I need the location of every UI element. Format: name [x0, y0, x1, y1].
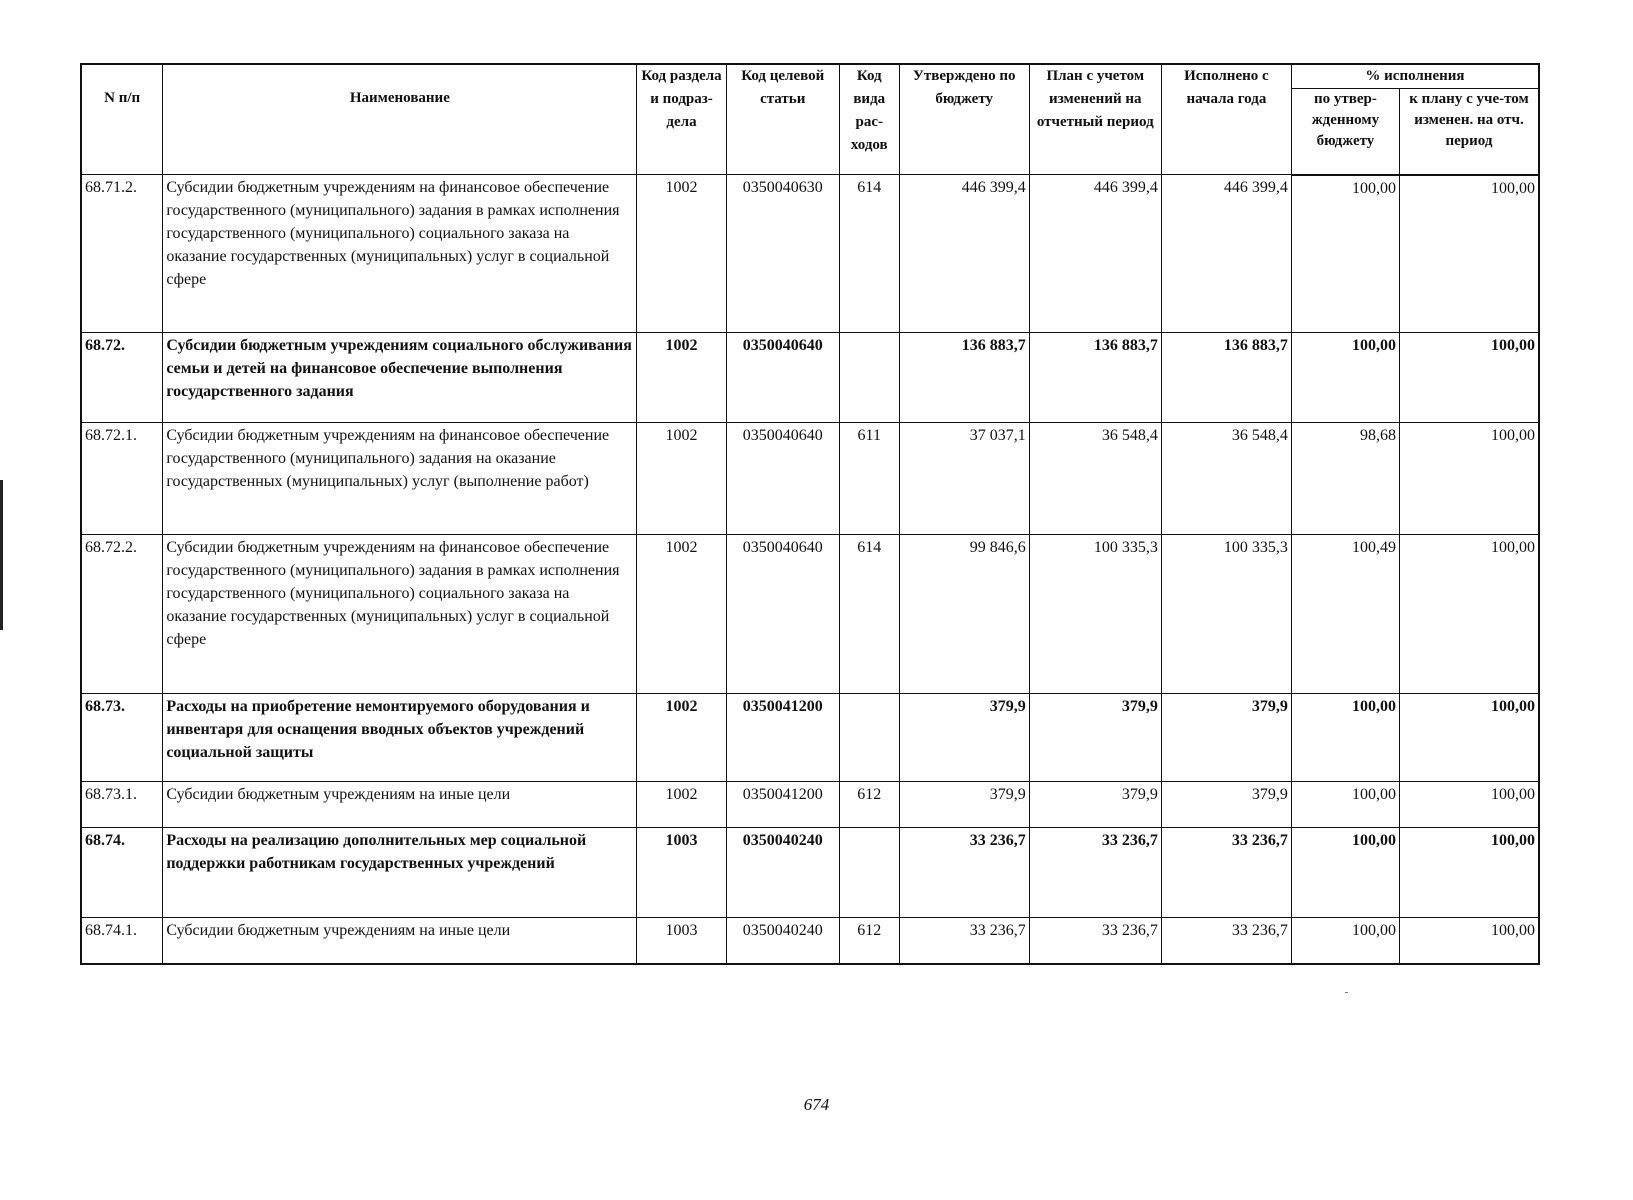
row-section-code: 1002 [637, 535, 726, 694]
row-number: 68.74.1. [81, 918, 163, 964]
header-approved: Утверждено по бюджету [899, 64, 1029, 175]
scan-edge-mark [0, 480, 3, 630]
row-expense-type [839, 828, 899, 918]
row-target-code: 0350040640 [726, 423, 839, 535]
row-plan: 36 548,4 [1029, 423, 1161, 535]
row-percent-approved: 100,00 [1291, 333, 1399, 423]
row-expense-type: 614 [839, 175, 899, 333]
row-number: 68.73.1. [81, 782, 163, 828]
row-executed: 379,9 [1161, 694, 1291, 782]
row-executed: 100 335,3 [1161, 535, 1291, 694]
row-plan: 446 399,4 [1029, 175, 1161, 333]
row-executed: 33 236,7 [1161, 828, 1291, 918]
row-plan: 379,9 [1029, 782, 1161, 828]
row-section-code: 1002 [637, 423, 726, 535]
row-target-code: 0350040240 [726, 918, 839, 964]
row-target-code: 0350040640 [726, 333, 839, 423]
row-number: 68.71.2. [81, 175, 163, 333]
table-header [81, 64, 1539, 175]
header-percent-group: % исполнения [1291, 64, 1539, 89]
table-row [81, 333, 1539, 423]
header-percent-plan: к плану с уче-том изменен. на отч. период [1399, 89, 1539, 175]
row-executed: 446 399,4 [1161, 175, 1291, 333]
row-approved: 446 399,4 [899, 175, 1029, 333]
row-executed: 379,9 [1161, 782, 1291, 828]
row-plan: 33 236,7 [1029, 828, 1161, 918]
row-approved: 37 037,1 [899, 423, 1029, 535]
row-target-code: 0350040630 [726, 175, 839, 333]
header-expense-type-code: Код вида рас-ходов [839, 64, 899, 175]
row-section-code: 1002 [637, 333, 726, 423]
row-section-code: 1002 [637, 175, 726, 333]
row-number: 68.72.1. [81, 423, 163, 535]
row-name: Субсидии бюджетным учреждениям на иные цели [163, 918, 637, 964]
table-row [81, 918, 1539, 964]
row-percent-plan: 100,00 [1399, 782, 1539, 828]
row-approved: 379,9 [899, 782, 1029, 828]
page-number: 674 [803, 1095, 830, 1114]
row-number: 68.74. [81, 828, 163, 918]
row-section-code: 1002 [637, 694, 726, 782]
row-name: Расходы на реализацию дополнительных мер социальной поддержки работникам государственных учреждений [163, 828, 637, 918]
row-executed: 33 236,7 [1161, 918, 1291, 964]
row-expense-type [839, 333, 899, 423]
row-plan: 136 883,7 [1029, 333, 1161, 423]
row-percent-plan: 100,00 [1399, 828, 1539, 918]
header-plan: План с учетом изменений на отчетный период [1029, 64, 1161, 175]
row-target-code: 0350040640 [726, 535, 839, 694]
row-percent-plan: 100,00 [1399, 423, 1539, 535]
row-target-code: 0350041200 [726, 782, 839, 828]
row-percent-approved: 100,00 [1291, 828, 1399, 918]
table-row [81, 175, 1539, 333]
row-expense-type [839, 694, 899, 782]
row-plan: 100 335,3 [1029, 535, 1161, 694]
row-target-code: 0350041200 [726, 694, 839, 782]
row-percent-approved: 100,00 [1291, 918, 1399, 964]
row-name: Субсидии бюджетным учреждениям на иные цели [163, 782, 637, 828]
row-plan: 33 236,7 [1029, 918, 1161, 964]
table-row [81, 694, 1539, 782]
row-percent-plan: 100,00 [1399, 535, 1539, 694]
row-number: 68.72. [81, 333, 163, 423]
row-executed: 136 883,7 [1161, 333, 1291, 423]
header-executed: Исполнено с начала года [1161, 64, 1291, 175]
header-name: Наименование [163, 64, 637, 175]
header-percent-approved: по утвер-жденному бюджету [1291, 89, 1399, 175]
row-plan: 379,9 [1029, 694, 1161, 782]
row-target-code: 0350040240 [726, 828, 839, 918]
row-percent-approved: 100,00 [1291, 782, 1399, 828]
row-number: 68.72.2. [81, 535, 163, 694]
table-row [81, 535, 1539, 694]
row-approved: 33 236,7 [899, 918, 1029, 964]
row-name: Субсидии бюджетным учреждениям на финансовое обеспечение государственного (муниципального) задания в рамках исполнения государственного (муниципального) социального заказа на оказание государственных (муниципальных) услуг в социальной сфере [163, 535, 637, 694]
row-number: 68.73. [81, 694, 163, 782]
row-expense-type: 612 [839, 782, 899, 828]
row-name: Субсидии бюджетным учреждениям на финансовое обеспечение государственного (муниципального) задания на оказание государственных (муниципальных) услуг (выполнение работ) [163, 423, 637, 535]
scan-speck [1345, 992, 1348, 993]
row-section-code: 1003 [637, 828, 726, 918]
row-percent-approved: 100,00 [1291, 694, 1399, 782]
row-approved: 99 846,6 [899, 535, 1029, 694]
row-expense-type: 612 [839, 918, 899, 964]
row-percent-plan: 100,00 [1399, 918, 1539, 964]
header-num: N п/п [81, 64, 163, 175]
row-percent-approved: 98,68 [1291, 423, 1399, 535]
row-name: Субсидии бюджетным учреждениям на финансовое обеспечение государственного (муниципального) задания в рамках исполнения государственного (муниципального) социального заказа на оказание государственных (муниципальных) услуг в социальной сфере [163, 175, 637, 333]
row-percent-plan: 100,00 [1399, 175, 1539, 333]
table-row [81, 782, 1539, 828]
row-percent-approved: 100,00 [1291, 175, 1399, 333]
row-section-code: 1002 [637, 782, 726, 828]
header-section-code: Код раздела и подраз-дела [637, 64, 726, 175]
row-executed: 36 548,4 [1161, 423, 1291, 535]
row-approved: 136 883,7 [899, 333, 1029, 423]
row-percent-plan: 100,00 [1399, 333, 1539, 423]
row-approved: 379,9 [899, 694, 1029, 782]
table-row [81, 828, 1539, 918]
row-expense-type: 611 [839, 423, 899, 535]
row-percent-plan: 100,00 [1399, 694, 1539, 782]
budget-execution-table [80, 63, 1540, 965]
row-section-code: 1003 [637, 918, 726, 964]
row-name: Субсидии бюджетным учреждениям социального обслуживания семьи и детей на финансовое обеспечение выполнения государственного задания [163, 333, 637, 423]
row-approved: 33 236,7 [899, 828, 1029, 918]
row-percent-approved: 100,49 [1291, 535, 1399, 694]
row-expense-type: 614 [839, 535, 899, 694]
row-name: Расходы на приобретение немонтируемого оборудования и инвентаря для оснащения вводных объектов учреждений социальной защиты [163, 694, 637, 782]
header-target-code: Код целевой статьи [726, 64, 839, 175]
table-row [81, 423, 1539, 535]
table-body [81, 175, 1539, 964]
